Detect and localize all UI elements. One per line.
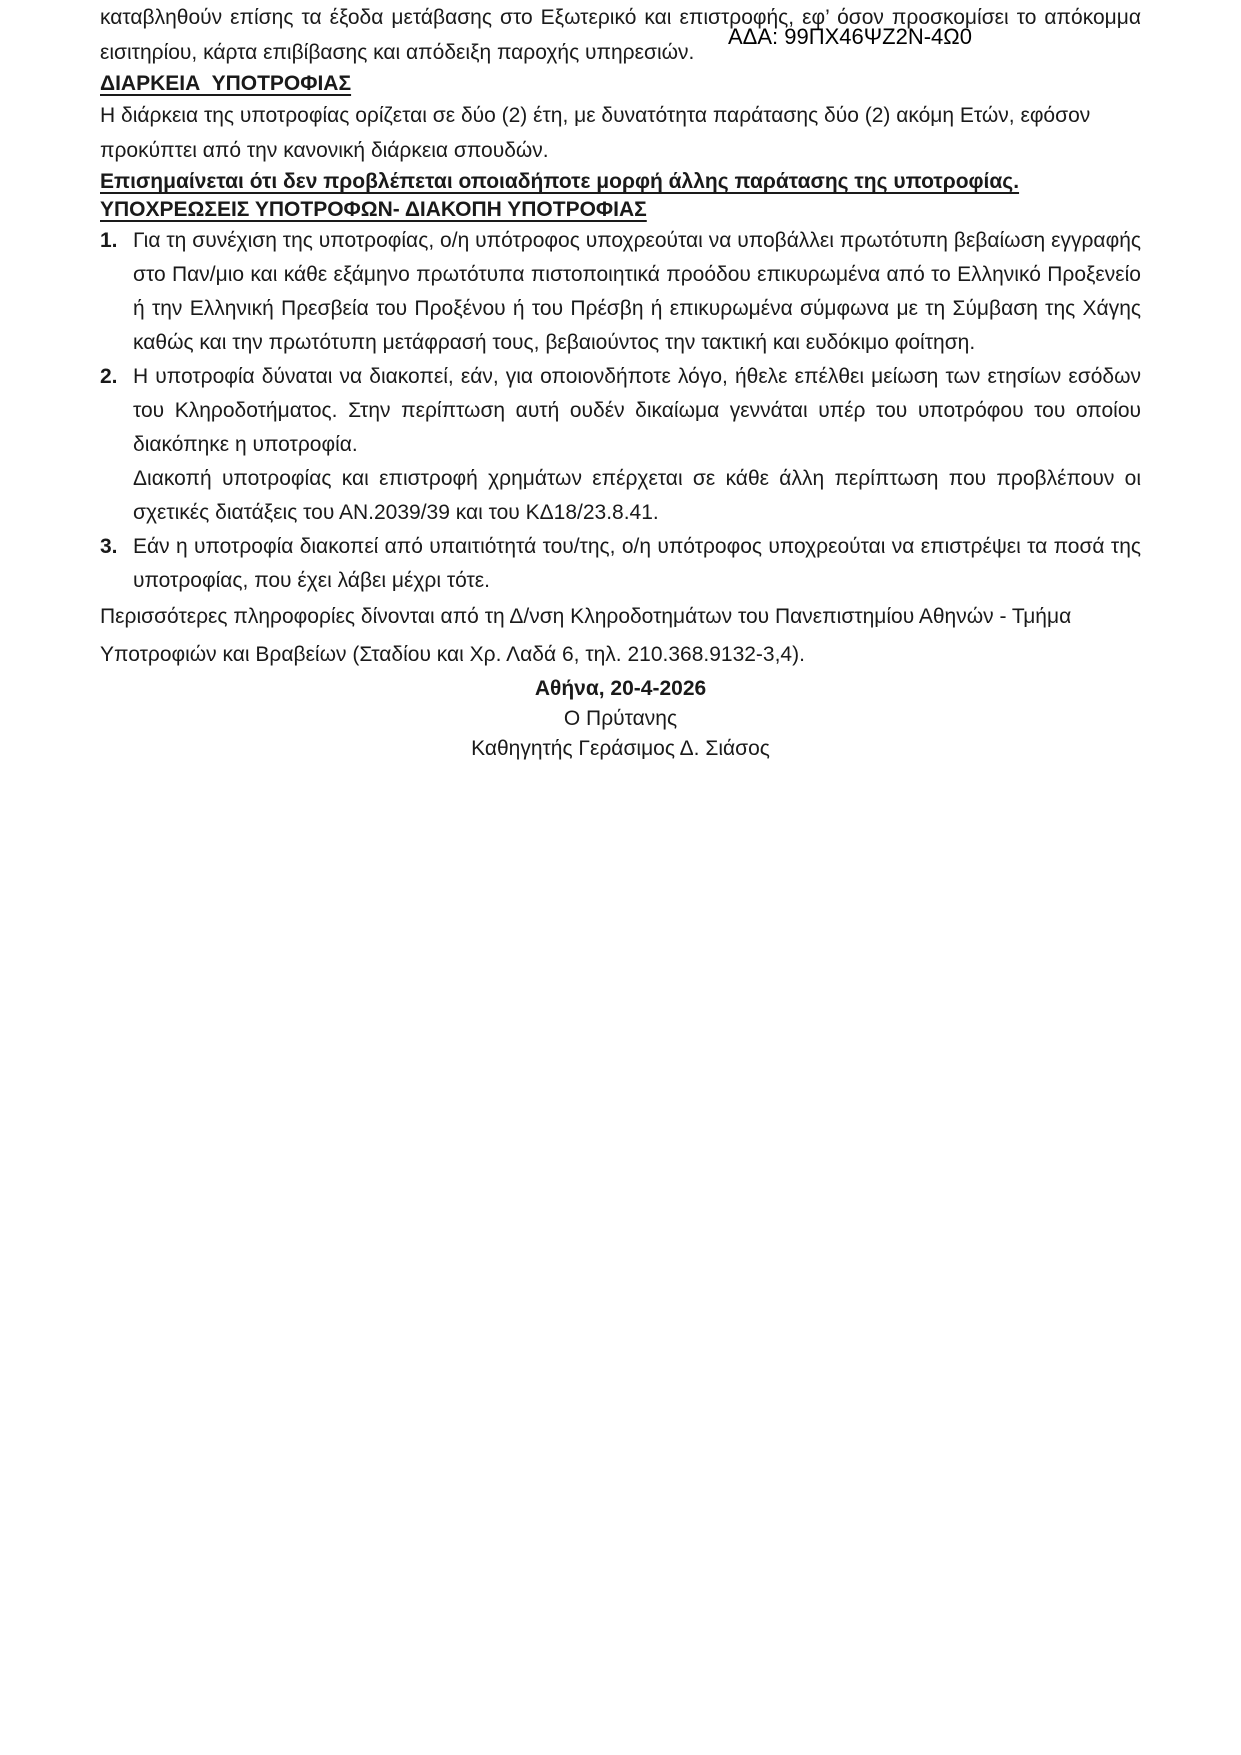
item-number: 1. (100, 229, 118, 252)
signature-name: Καθηγητής Γεράσιμος Δ. Σιάσος (471, 737, 770, 760)
intro-paragraph: καταβληθούν επίσης τα έξοδα μετάβασης στο Εξωτερικό και επιστροφής, εφ’ όσον προσκομίσει το απόκομμα εισιτηρίου, κάρτα επιβίβασης και απόδειξη παροχής υπηρεσιών. (100, 6, 1141, 64)
ada-code: ΑΔΑ: 99ΠΧ46ΨΖ2Ν-4Ω0 (728, 24, 972, 49)
section-heading-obligations: ΥΠΟΧΡΕΩΣΕΙΣ ΥΠΟΤΡΟΦΩΝ- ΔΙΑΚΟΠΗ ΥΠΟΤΡΟΦΙΑΣ (100, 198, 647, 221)
signature-block (100, 674, 1141, 764)
signature-title: Ο Πρύτανης (563, 707, 678, 730)
item-text: Διακοπή υποτροφίας και επιστροφή χρημάτων επέρχεται σε κάθε άλλη περίπτωση που προβλέπουν οι σχετικές διατάξεις του ΑΝ.2039/39 και του ΚΔ18/23.8.41. (133, 467, 1141, 524)
list-item-3 (100, 530, 1141, 598)
item-text: Για τη συνέχιση της υποτροφίας, ο/η υπότροφος υποχρεούται να υποβάλλει πρωτότυπη βεβαίωση εγγραφής στο Παν/μιο και κάθε εξάμηνο πρωτότυπα πιστοποιητικά προόδου επικυρωμένα από το Ελληνικό Προξενείο ή την Ελληνική Πρεσβεία του Προξένου ή του Πρέσβη ή επικυρωμένα σύμφωνα με τη Σύμβαση της Χάγης καθώς και την πρωτότυπη μετάφρασή τους, βεβαιούντος την τακτική και ευδόκιμο φοίτηση. (133, 229, 1141, 354)
item-number: 2. (100, 365, 118, 388)
more-info-paragraph: Περισσότερες πληροφορίες δίνονται από τη Δ/νση Κληροδοτημάτων του Πανεπιστημίου Αθηνών - Τμήμα Υποτροφιών και Βραβείων (Σταδίου και Χρ. Λαδά 6, τηλ. 210.368.9132-3,4). (100, 605, 1072, 666)
obligations-list (100, 224, 1141, 598)
section-heading-duration: ΔΙΑΡΚΕΙΑ ΥΠΟΤΡΟΦΙΑΣ (100, 72, 352, 95)
item-text: Η υποτροφία δύναται να διακοπεί, εάν, για οποιονδήποτε λόγο, ήθελε επέλθει μείωση των ετησίων εσόδων του Κληροδοτήματος. Στην περίπτωση αυτή ουδέν δικαίωμα γεννάται υπέρ του υποτρόφου του οποίου διακόπηκε η υποτροφία. (133, 365, 1141, 456)
duration-paragraph: Η διάρκεια της υποτροφίας ορίζεται σε δύο (2) έτη, με δυνατότητα παράτασης δύο (2) ακόμη Ετών, εφόσον προκύπτει από την κανονική διάρκεια σπουδών. (100, 104, 1091, 162)
list-item-1 (100, 224, 1141, 360)
item-text: Εάν η υποτροφία διακοπεί από υπαιτιότητά του/της, ο/η υπότροφος υποχρεούται να επιστρέψει τα ποσά της υποτροφίας, που έχει λάβει μέχρι τότε. (133, 535, 1141, 592)
duration-note: Επισημαίνεται ότι δεν προβλέπεται οποιαδήποτε μορφή άλλης παράτασης της υποτροφίας. (100, 170, 1020, 193)
item-number: 3. (100, 535, 118, 558)
signature-place-date: Αθήνα, 20-4-2026 (534, 677, 707, 700)
document-body (100, 0, 1141, 764)
list-item-2 (100, 360, 1141, 530)
